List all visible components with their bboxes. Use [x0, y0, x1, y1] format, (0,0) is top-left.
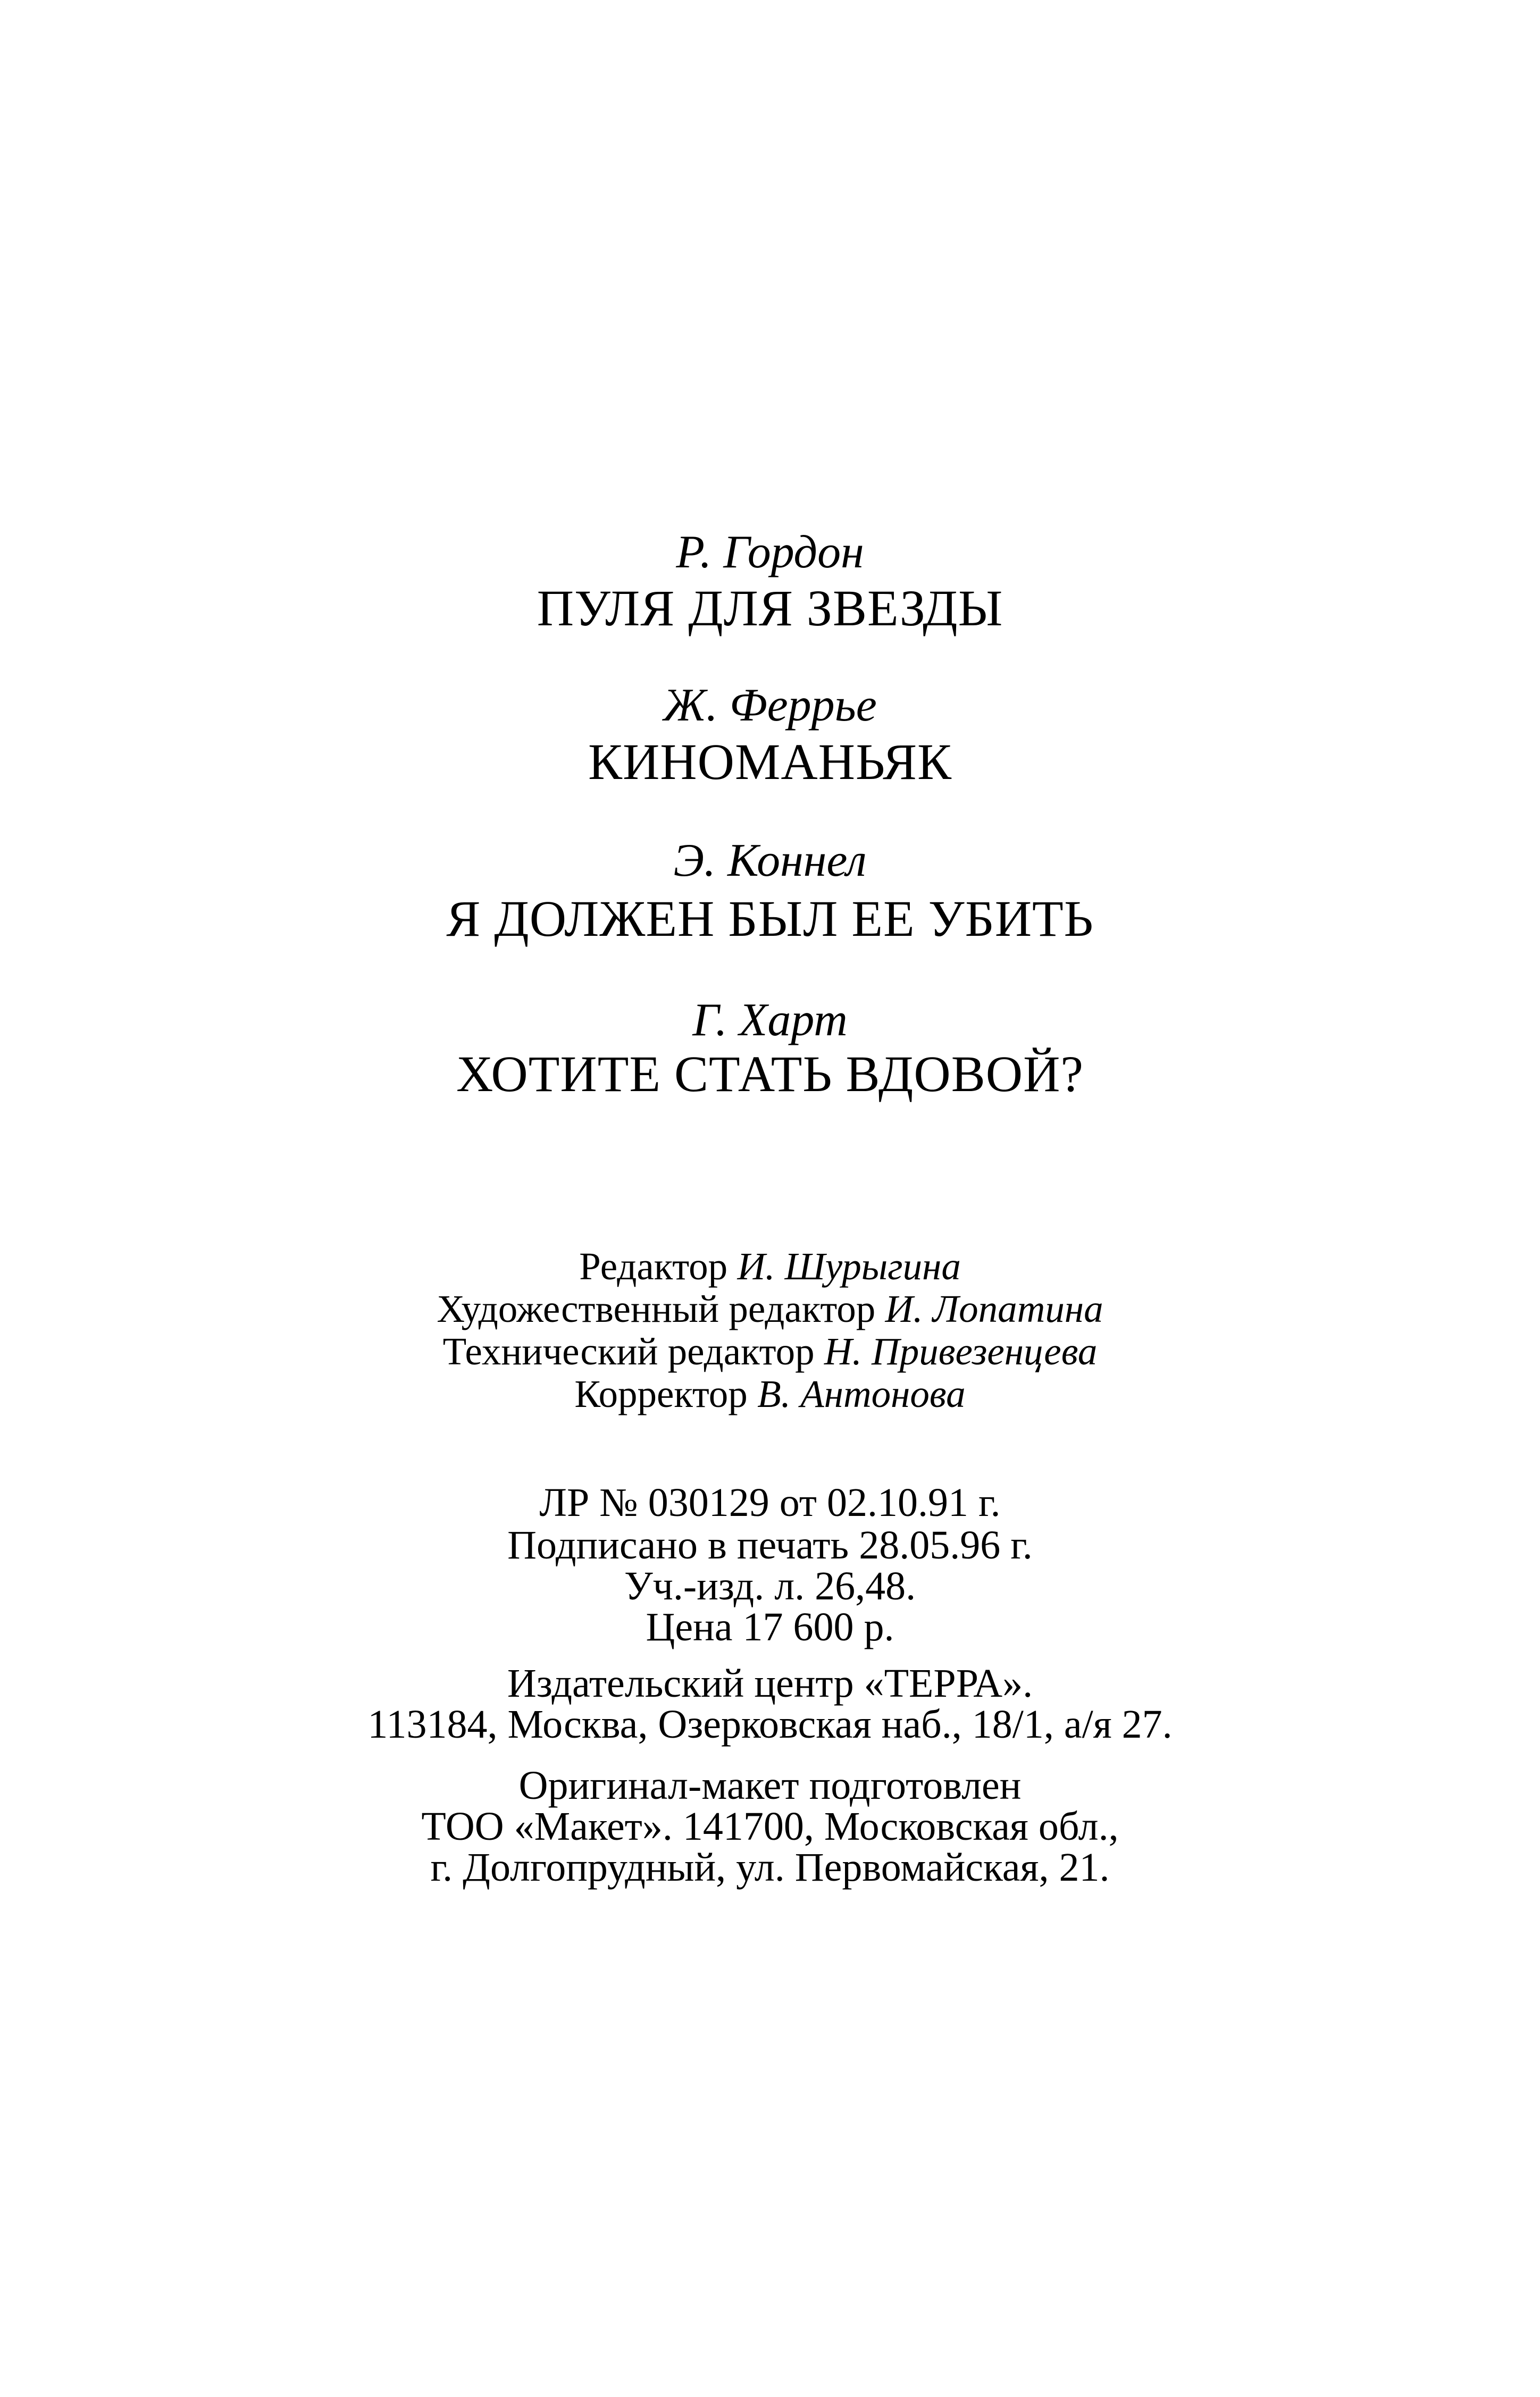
- work-1-title: ПУЛЯ ДЛЯ ЗВЕЗДЫ: [537, 580, 1003, 636]
- credit-role: Редактор: [579, 1245, 728, 1288]
- credit-person: Н. Привезенцева: [824, 1330, 1098, 1373]
- credit-art-editor: [0, 1289, 1540, 1328]
- work-2-title: КИНОМАНЬЯК: [588, 733, 952, 790]
- imprint-price: Цена 17 600 р.: [646, 1605, 894, 1649]
- imprint-layout-address: г. Долгопрудный, ул. Первомайская, 21.: [430, 1845, 1110, 1890]
- credit-role: Художественный редактор: [437, 1287, 876, 1330]
- imprint-layout-company: ТОО «Макет». 141700, Московская обл.,: [421, 1804, 1119, 1849]
- credit-role: Технический редактор: [442, 1330, 815, 1373]
- imprint-layout-note: Оригинал-макет подготовлен: [518, 1763, 1022, 1808]
- credit-tech-editor: [0, 1332, 1540, 1371]
- credit-role: Корректор: [574, 1372, 748, 1415]
- imprint-sheets: Уч.-изд. л. 26,48.: [624, 1564, 916, 1608]
- imprint-signed: Подписано в печать 28.05.96 г.: [507, 1523, 1033, 1568]
- credit-proofreader: [0, 1374, 1540, 1413]
- credit-person: И. Шурыгина: [737, 1245, 961, 1288]
- credit-person: И. Лопатина: [885, 1287, 1103, 1330]
- work-3-title: Я ДОЛЖЕН БЫЛ ЕЕ УБИТЬ: [446, 890, 1094, 947]
- credit-editor: [0, 1247, 1540, 1286]
- imprint-publisher-address: 113184, Москва, Озерковская наб., 18/1, а/я 27.: [367, 1702, 1173, 1747]
- work-1-author: Р. Гордон: [676, 526, 864, 578]
- imprint-publisher-name: Издательский центр «ТЕРРА».: [507, 1661, 1033, 1706]
- credit-person: В. Антонова: [757, 1372, 966, 1415]
- work-2-author: Ж. Феррье: [663, 680, 877, 731]
- imprint-license: ЛР № 030129 от 02.10.91 г.: [539, 1480, 1001, 1525]
- work-4-author: Г. Харт: [692, 994, 848, 1046]
- work-3-author: Э. Коннел: [673, 835, 867, 886]
- work-4-title: ХОТИТЕ СТАТЬ ВДОВОЙ?: [456, 1045, 1084, 1102]
